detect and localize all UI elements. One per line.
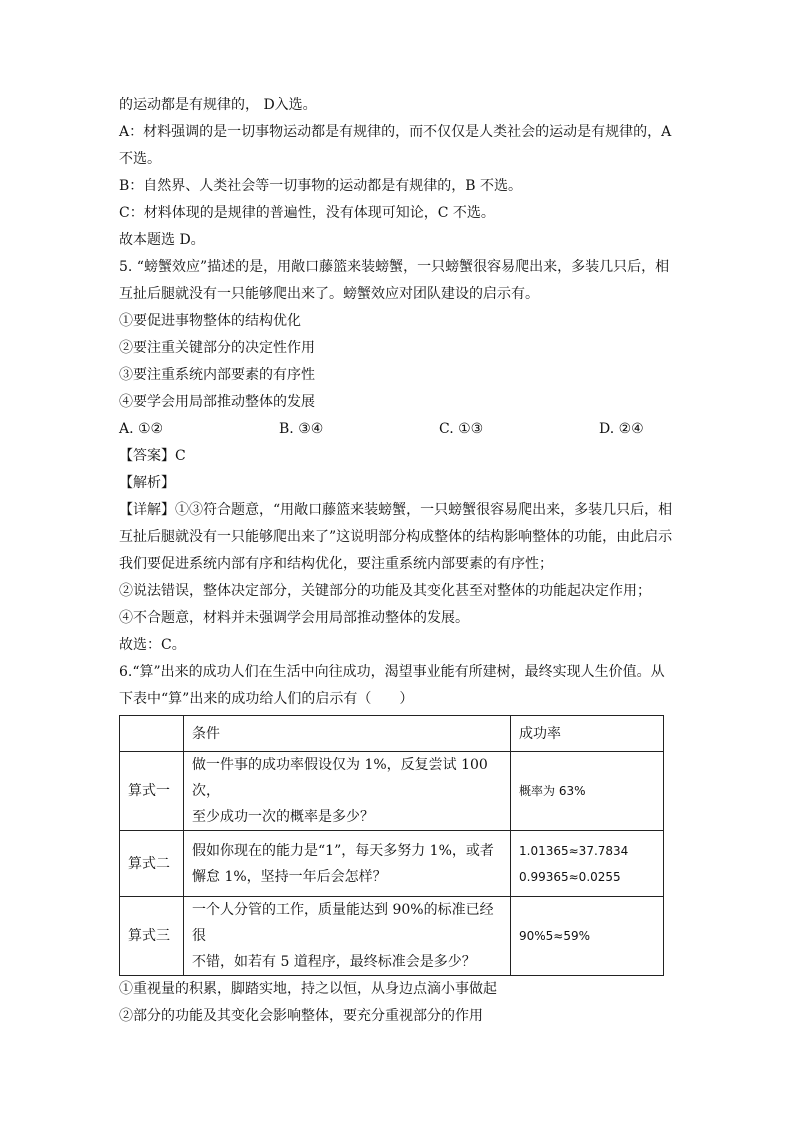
condition-cell: 一个人分管的工作，质量能达到 90%的标准已经很 不错，如若有 5 道程序，最终标准会是多少？ — [184, 897, 511, 976]
text-line: B：自然界、人类社会等一切事物的运动都是有规律的，B 不选。 — [119, 178, 523, 194]
analysis-label: 【解析】 — [119, 475, 175, 491]
answer-options — [119, 416, 679, 443]
detail-text: 我们要促进系统内部有序和结构优化，要注重系统内部要素的有序性； — [119, 556, 553, 572]
statement-item: ③要注重系统内部要素的有序性 — [119, 367, 315, 383]
option-b: B. ③④ — [279, 421, 324, 437]
success-table — [119, 715, 664, 976]
statement-item: ②部分的功能及其变化会影响整体，要充分重视部分的作用 — [119, 1008, 483, 1024]
question-stem: 下表中“算”出来的成功给人们的启示有（ ） — [119, 691, 414, 707]
question-5 — [119, 254, 679, 659]
table-header-row — [120, 716, 664, 752]
question-6 — [119, 659, 679, 1030]
table-header-cell: 条件 — [184, 716, 511, 752]
row-name-cell: 算式三 — [120, 897, 184, 976]
detail-text: ④不合题意，材料并未强调学会用局部推动整体的发展。 — [119, 610, 469, 626]
detail-text: ②说法错误，整体决定部分，关键部分的功能及其变化甚至对整体的功能起决定作用； — [119, 583, 651, 599]
condition-cell: 假如你现在的能力是“1”，每天多努力 1%，或者 懈怠 1%，坚持一年后会怎样？ — [184, 831, 511, 897]
explanation-q4 — [119, 92, 679, 254]
table-row — [120, 831, 664, 897]
rate-cell: 1.01365≈37.7834 0.99365≈0.0255 — [511, 831, 664, 897]
text-line: C：材料体现的是规律的普遍性，没有体现可知论，C 不选。 — [119, 205, 495, 221]
question-stem: 5. “螃蟹效应”描述的是，用敞口藤篮来装螃蟹，一只螃蟹很容易爬出来，多装几只后，相 — [119, 259, 670, 275]
text-line: 的运动都是有规律的， D入选。 — [119, 97, 317, 113]
document-page — [119, 92, 679, 1030]
answer-label: 【答案】C — [119, 448, 186, 464]
statement-item: ①重视量的积累，脚踏实地，持之以恒，从身边点滴小事做起 — [119, 981, 497, 997]
question-stem: 互扯后腿就没有一只能够爬出来了。螃蟹效应对团队建设的启示有。 — [119, 286, 539, 302]
table-header-cell: 成功率 — [511, 716, 664, 752]
option-a: A. ①② — [119, 421, 164, 437]
table-header-cell — [120, 716, 184, 752]
text-line: A：材料强调的是一切事物运动都是有规律的，而不仅仅是人类社会的运动是有规律的，A — [119, 124, 672, 140]
detail-text: 【详解】①③符合题意，“用敞口藤篮来装螃蟹，一只螃蟹很容易爬出来，多装几只后，相 — [119, 502, 673, 518]
text-line: 故本题选 D。 — [119, 232, 205, 248]
row-name-cell: 算式一 — [120, 752, 184, 831]
option-c: C. ①③ — [439, 421, 484, 437]
rate-cell: 概率为 63% — [511, 752, 664, 831]
statement-item: ①要促进事物整体的结构优化 — [119, 313, 301, 329]
statement-item: ②要注重关键部分的决定性作用 — [119, 340, 315, 356]
table-row — [120, 752, 664, 831]
rate-cell: 90%5≈59% — [511, 897, 664, 976]
row-name-cell: 算式二 — [120, 831, 184, 897]
conclusion-text: 故选：C。 — [119, 637, 186, 653]
question-stem: 6.“算”出来的成功人们在生活中向往成功，渴望事业能有所建树，最终实现人生价值。从 — [119, 664, 665, 680]
table-row — [120, 897, 664, 976]
detail-text: 互扯后腿就没有一只能够爬出来了”这说明部分构成整体的结构影响整体的功能，由此启示 — [119, 529, 673, 545]
option-d: D. ②④ — [599, 421, 644, 437]
condition-cell: 做一件事的成功率假设仅为 1%，反复尝试 100 次， 至少成功一次的概率是多少？ — [184, 752, 511, 831]
statement-item: ④要学会用局部推动整体的发展 — [119, 394, 315, 410]
text-line: 不选。 — [119, 151, 161, 167]
